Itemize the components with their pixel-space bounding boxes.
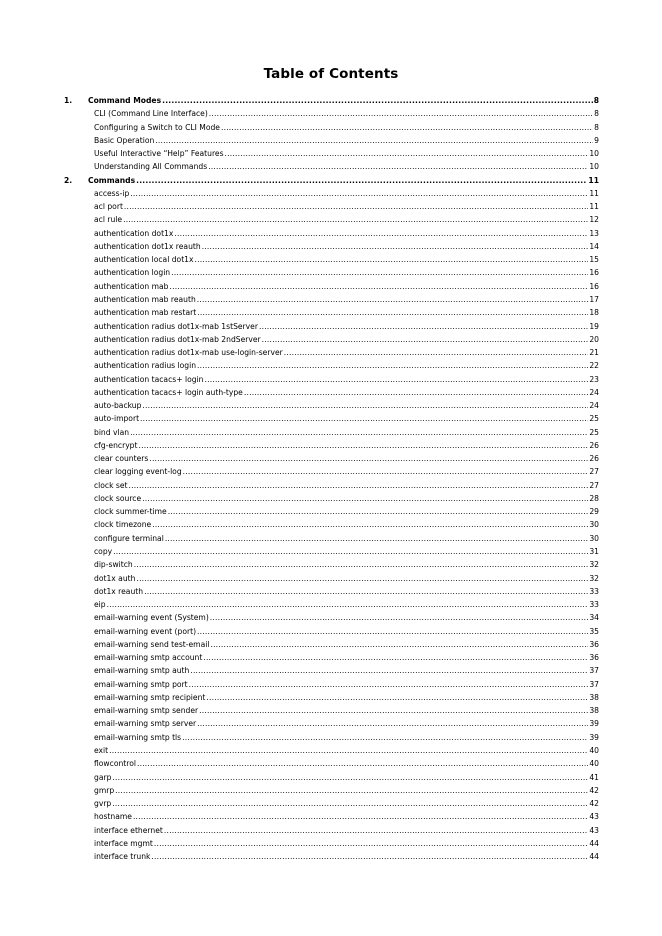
entry-title: email-warning smtp server [94, 719, 197, 729]
toc-entry[interactable] [64, 598, 599, 611]
dot-leader [138, 439, 588, 452]
dot-leader [151, 850, 588, 863]
dot-leader [149, 452, 588, 465]
toc-entry[interactable] [64, 810, 599, 823]
page-number: 29 [589, 507, 599, 517]
entry-title: Configuring a Switch to CLI Mode [94, 122, 220, 132]
entry-title: clock source [94, 493, 142, 503]
entry-title: clear counters [94, 454, 149, 464]
page-number: 34 [589, 613, 599, 623]
toc-entry[interactable] [64, 107, 599, 120]
toc-entry[interactable] [64, 213, 599, 226]
dot-leader [140, 412, 588, 425]
toc-entry[interactable] [64, 412, 599, 425]
dot-leader [182, 731, 588, 744]
dot-leader [206, 691, 588, 704]
entry-title: access-ip [94, 188, 130, 198]
page-number: 22 [589, 361, 599, 371]
toc-entry[interactable] [64, 771, 599, 784]
toc-entry[interactable] [64, 240, 599, 253]
page-number: 25 [589, 414, 599, 424]
page-number: 15 [589, 255, 599, 265]
dot-leader [155, 134, 593, 147]
entry-title: garp [94, 772, 112, 782]
dot-leader [136, 572, 588, 585]
dot-leader [133, 810, 588, 823]
toc-entry[interactable] [64, 121, 599, 134]
entry-title: acl rule [94, 215, 123, 225]
toc-entry[interactable] [64, 651, 599, 664]
entry-title: auto-import [94, 414, 140, 424]
entry-title: email-warning smtp recipient [94, 692, 206, 702]
page-number: 12 [589, 215, 599, 225]
entry-title: Basic Operation [94, 135, 155, 145]
dot-leader [165, 532, 589, 545]
toc-entry[interactable] [64, 784, 599, 797]
page-number: 42 [589, 785, 599, 795]
entry-title: cfg-encrypt [94, 440, 138, 450]
page-number: 27 [589, 467, 599, 477]
page-number: 16 [589, 268, 599, 278]
page-number: 25 [589, 427, 599, 437]
entry-title: copy [94, 547, 113, 557]
page-number: 30 [589, 533, 599, 543]
dot-leader [189, 678, 589, 691]
entry-title: email-warning smtp sender [94, 706, 199, 716]
page-number: 38 [589, 706, 599, 716]
entry-title: authentication tacacs+ login [94, 374, 204, 384]
toc-entry[interactable] [64, 664, 599, 677]
dot-leader [208, 160, 588, 173]
entry-title: flowcontrol [94, 759, 136, 769]
dot-leader [113, 545, 588, 558]
entry-title: acl port [94, 202, 123, 212]
page-number: 43 [589, 825, 599, 835]
page-number: 38 [589, 692, 599, 702]
toc-entry[interactable] [64, 452, 599, 465]
page-number: 21 [589, 348, 599, 358]
toc-entry[interactable] [64, 532, 599, 545]
dot-leader [262, 333, 589, 346]
entry-title: eip [94, 600, 106, 610]
dot-leader [284, 346, 589, 359]
entry-title: authentication radius login [94, 361, 197, 371]
toc-entry[interactable] [64, 147, 599, 160]
page-number: 44 [589, 852, 599, 862]
dot-leader [259, 320, 588, 333]
toc-entry[interactable] [64, 625, 599, 638]
page-number: 36 [589, 639, 599, 649]
entry-title: email-warning smtp port [94, 679, 188, 689]
entry-title: exit [94, 746, 109, 755]
page-number: 43 [589, 812, 599, 822]
page-number: 23 [589, 374, 599, 384]
dot-leader [130, 426, 588, 439]
entry-title: bind vlan [94, 427, 130, 437]
toc-entry[interactable] [64, 837, 599, 850]
entry-title: interface ethernet [94, 825, 163, 835]
toc-entry[interactable] [64, 134, 599, 147]
dot-leader [112, 797, 588, 810]
toc-entry[interactable] [64, 399, 599, 412]
dot-leader [190, 664, 588, 677]
page-number: 33 [589, 600, 599, 610]
page-title: Table of Contents [263, 66, 399, 82]
toc-entry[interactable] [64, 359, 599, 372]
entry-title: gmrp [94, 785, 115, 795]
page-number: 11 [589, 188, 599, 198]
page-number: 8 [594, 122, 599, 132]
entry-title: authentication local dot1x [94, 255, 194, 265]
dot-leader [168, 505, 589, 518]
entry-title: authentication login [94, 268, 171, 278]
page-number: 8 [593, 95, 599, 105]
page-number: 41 [589, 772, 599, 782]
page-number: 18 [589, 308, 599, 318]
entry-title: authentication mab reauth [94, 294, 196, 304]
dot-leader [197, 359, 588, 372]
entry-title: gvrp [94, 799, 112, 809]
dot-leader [244, 386, 588, 399]
dot-leader [171, 266, 588, 279]
page-number: 30 [589, 520, 599, 530]
dot-leader [162, 94, 593, 107]
toc-entry[interactable] [64, 266, 599, 279]
entry-title: authentication mab [94, 281, 169, 291]
dot-leader [170, 280, 589, 293]
dot-leader [209, 107, 593, 120]
dot-leader [154, 837, 588, 850]
page-number: 35 [589, 626, 599, 636]
toc-entry[interactable] [64, 757, 599, 770]
page-number: 13 [589, 228, 599, 238]
page-number: 44 [589, 838, 599, 848]
dot-leader [115, 784, 588, 797]
dot-leader [152, 518, 588, 531]
entry-title: Useful Interactive “Help” Features [94, 149, 224, 159]
page-number: 11 [589, 202, 599, 212]
dot-leader [197, 306, 588, 319]
toc-entry[interactable] [64, 187, 599, 200]
page-number: 16 [589, 281, 599, 291]
entry-title: dip-switch [94, 560, 133, 570]
page-number: 37 [589, 679, 599, 689]
entry-title: configure terminal [94, 533, 164, 543]
entry-title: clear logging event-log [94, 467, 182, 477]
dot-leader [204, 373, 588, 386]
entry-title: authentication tacacs+ login auth-type [94, 387, 243, 397]
dot-leader [197, 293, 589, 306]
entry-title: CLI (Command Line Interface) [94, 109, 208, 119]
dot-leader [129, 479, 589, 492]
page-number: 10 [589, 162, 599, 172]
toc-entry[interactable] [64, 492, 599, 505]
page-number: 31 [589, 547, 599, 557]
dot-leader [107, 598, 589, 611]
section-number: 2. [64, 175, 73, 185]
toc-entry[interactable] [64, 479, 599, 492]
toc-entry[interactable] [64, 386, 599, 399]
toc-entry[interactable] [64, 678, 599, 691]
dot-leader [183, 465, 589, 478]
page-number: 28 [589, 493, 599, 503]
section-title: Commands [88, 175, 136, 185]
dot-leader [130, 187, 588, 200]
page-number: 11 [588, 175, 599, 185]
toc-entry[interactable] [64, 200, 599, 213]
table-of-contents [64, 94, 599, 863]
dot-leader [136, 174, 587, 187]
page-number: 39 [589, 719, 599, 729]
entry-title: authentication radius dot1x-mab 1stServer [94, 321, 258, 331]
page-number: 40 [589, 746, 599, 755]
dot-leader [202, 240, 589, 253]
entry-title: interface trunk [94, 852, 151, 862]
toc-entry[interactable] [64, 227, 599, 240]
entry-title: email-warning event (System) [94, 613, 209, 623]
toc-section-1[interactable] [64, 94, 599, 107]
dot-leader [210, 638, 588, 651]
dot-leader [197, 625, 588, 638]
dot-leader [203, 651, 588, 664]
page-number: 17 [589, 294, 599, 304]
entry-title: authentication dot1x [94, 228, 174, 238]
page-number: 10 [589, 149, 599, 159]
toc-entry[interactable] [64, 824, 599, 837]
toc-entry[interactable] [64, 333, 599, 346]
entry-title: clock summer-time [94, 507, 167, 517]
toc-entry[interactable] [64, 850, 599, 863]
page-number: 24 [589, 387, 599, 397]
page-number: 32 [589, 573, 599, 583]
dot-leader [109, 744, 588, 757]
page-number: 26 [589, 440, 599, 450]
entry-title: email-warning smtp auth [94, 666, 190, 676]
toc-entry[interactable] [64, 585, 599, 598]
dot-leader [123, 213, 588, 226]
dot-leader [124, 200, 588, 213]
toc-entry[interactable] [64, 558, 599, 571]
page-number: 36 [589, 653, 599, 663]
dot-leader [210, 611, 589, 624]
entry-title: email-warning smtp tls [94, 732, 182, 742]
entry-title: authentication dot1x reauth [94, 241, 201, 251]
entry-title: hostname [94, 812, 132, 822]
toc-entry[interactable] [64, 253, 599, 266]
page-number: 33 [589, 586, 599, 596]
toc-entry[interactable] [64, 373, 599, 386]
toc-entry[interactable] [64, 160, 599, 173]
entry-title: email-warning smtp account [94, 653, 203, 663]
dot-leader [112, 771, 588, 784]
entry-title: clock set [94, 480, 128, 490]
page-number: 26 [589, 454, 599, 464]
toc-entry[interactable] [64, 280, 599, 293]
entry-title: dot1x auth [94, 573, 136, 583]
entry-title: interface mgmt [94, 838, 153, 848]
toc-entry[interactable] [64, 744, 599, 757]
page-number: 39 [589, 732, 599, 742]
dot-leader [221, 121, 593, 134]
page-number: 14 [589, 241, 599, 251]
entry-title: email-warning event (port) [94, 626, 197, 636]
toc-entry[interactable] [64, 691, 599, 704]
dot-leader [142, 399, 588, 412]
entry-title: Understanding All Commands [94, 162, 208, 172]
toc-entry[interactable] [64, 465, 599, 478]
dot-leader [199, 704, 588, 717]
page-number: 20 [589, 334, 599, 344]
page-number: 9 [594, 135, 599, 145]
toc-entry[interactable] [64, 797, 599, 810]
dot-leader [174, 227, 588, 240]
entry-title: authentication radius dot1x-mab 2ndServer [94, 334, 261, 344]
dot-leader [137, 757, 588, 770]
entry-title: authentication radius dot1x-mab use-login-server [94, 348, 283, 358]
toc-entry[interactable] [64, 611, 599, 624]
entry-title: clock timezone [94, 520, 152, 530]
dot-leader [195, 253, 589, 266]
section-number: 1. [64, 95, 73, 105]
toc-entry[interactable] [64, 505, 599, 518]
toc-entry[interactable] [64, 731, 599, 744]
page-number: 32 [589, 560, 599, 570]
section-title: Command Modes [88, 95, 162, 105]
dot-leader [134, 558, 589, 571]
dot-leader [142, 492, 588, 505]
toc-entry[interactable] [64, 519, 599, 532]
page-number: 8 [594, 109, 599, 119]
toc-entry[interactable] [64, 638, 599, 651]
dot-leader [225, 147, 589, 160]
page-number: 37 [589, 666, 599, 676]
toc-entry[interactable] [64, 717, 599, 730]
toc-entry[interactable] [64, 306, 599, 319]
page-number: 19 [589, 321, 599, 331]
toc-section-2[interactable] [64, 174, 599, 187]
page-number: 42 [589, 799, 599, 809]
page-number: 27 [589, 480, 599, 490]
toc-entry[interactable] [64, 293, 599, 306]
toc-entry[interactable] [64, 439, 599, 452]
toc-entry[interactable] [64, 346, 599, 359]
dot-leader [164, 824, 588, 837]
toc-entry[interactable] [64, 545, 599, 558]
toc-entry[interactable] [64, 704, 599, 717]
dot-leader [144, 585, 588, 598]
entry-title: email-warning send test-email [94, 639, 210, 649]
dot-leader [197, 717, 588, 730]
page-number: 24 [589, 401, 599, 411]
toc-entry[interactable] [64, 572, 599, 585]
entry-title: authentication mab restart [94, 308, 197, 318]
page-number: 40 [589, 759, 599, 769]
entry-title: dot1x reauth [94, 586, 144, 596]
toc-entry[interactable] [64, 426, 599, 439]
toc-entry[interactable] [64, 320, 599, 333]
entry-title: auto-backup [94, 401, 142, 411]
